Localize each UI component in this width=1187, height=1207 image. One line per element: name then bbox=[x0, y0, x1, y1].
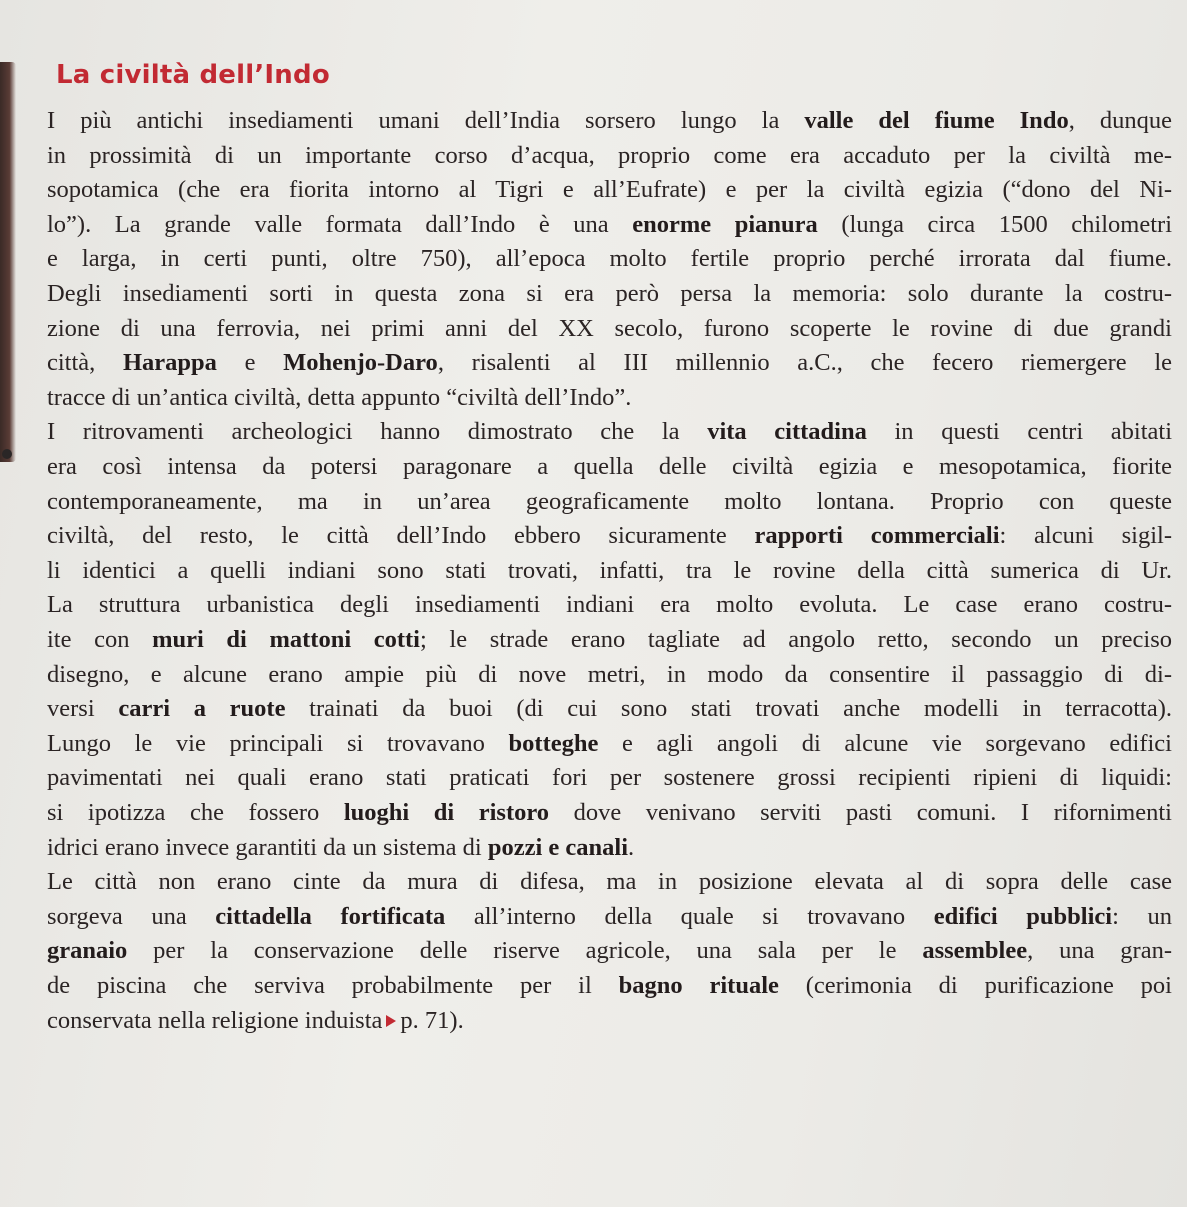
text-line bbox=[47, 415, 1172, 449]
text-run: zione di una ferrovia, nei primi anni del XX secolo, furono scoperte le rovine di due grandi bbox=[47, 314, 1172, 342]
text-run: sopotamica (che era fiorita intorno al Tigri e all’Eufrate) e per la civiltà egizia (“dono del Ni- bbox=[47, 176, 1172, 204]
bold-keyword: botteghe bbox=[508, 729, 599, 757]
text-line bbox=[47, 485, 1172, 519]
text-run: de piscina che serviva probabilmente per il bbox=[47, 972, 619, 999]
book-spine-shadow bbox=[0, 62, 16, 462]
text-run: (cerimonia di purificazione poi bbox=[778, 972, 1172, 999]
text-run: e bbox=[216, 349, 284, 377]
text-line bbox=[47, 658, 1172, 692]
text-run: I ritrovamenti archeologici hanno dimostrato che la bbox=[47, 418, 708, 446]
text-line bbox=[47, 104, 1172, 138]
text-run: dove venivano serviti pasti comuni. I rifornimenti bbox=[549, 799, 1172, 826]
bold-keyword: Harappa bbox=[122, 349, 217, 377]
text-run: ; le strade erano tagliate ad angolo retto, secondo un preciso bbox=[420, 626, 1172, 653]
text-run: p. 71). bbox=[400, 1006, 464, 1034]
text-line bbox=[47, 450, 1172, 484]
text-run: (lunga circa 1500 chilometri bbox=[817, 210, 1173, 238]
bold-keyword: enorme pianura bbox=[632, 210, 818, 238]
text-run: trainati da buoi (di cui sono stati trovati anche modelli in terracotta). bbox=[285, 695, 1172, 723]
text-run: disegno, e alcune erano ampie più di nove metri, in modo da consentire il passaggio di di- bbox=[47, 660, 1172, 688]
text-line bbox=[47, 623, 1172, 657]
text-run: : un bbox=[1112, 902, 1172, 930]
text-run: sorgeva una bbox=[47, 902, 216, 930]
text-run: I più antichi insediamenti umani dell’India sorsero lungo la bbox=[47, 107, 805, 134]
text-run: Lungo le vie principali si trovavano bbox=[47, 729, 509, 757]
bold-keyword: Mohenjo-Daro bbox=[283, 349, 438, 377]
text-line bbox=[47, 139, 1172, 173]
text-run: all’interno della quale si trovavano bbox=[445, 902, 934, 930]
text-run: città, bbox=[47, 349, 123, 377]
text-run: , risalenti al III millennio a.C., che fecero riemergere le bbox=[437, 349, 1173, 377]
text-run: e agli angoli di alcune vie sorgevano edifici bbox=[598, 729, 1172, 757]
bold-keyword: valle del fiume Indo bbox=[804, 107, 1069, 134]
text-line bbox=[47, 312, 1172, 346]
text-run: pavimentati nei quali erano stati praticati fori per sostenere grossi recipienti ripieni di liquidi: bbox=[47, 764, 1172, 792]
text-run: in prossimità di un importante corso d’acqua, proprio come era accaduto per la civiltà me- bbox=[47, 141, 1172, 169]
text-run: idrici erano invece garantiti da un sistema di bbox=[47, 833, 488, 861]
text-line bbox=[47, 173, 1172, 207]
bold-keyword: cittadella fortificata bbox=[215, 902, 446, 930]
text-line bbox=[47, 969, 1172, 1003]
text-run: lo”). La grande valle formata dall’Indo è una bbox=[47, 210, 633, 238]
bold-keyword: bagno rituale bbox=[618, 972, 779, 999]
text-line bbox=[47, 588, 1172, 622]
text-run: conservata nella religione induista bbox=[47, 1006, 383, 1034]
bold-keyword: granaio bbox=[47, 937, 128, 965]
bold-keyword: pozzi e canali bbox=[487, 833, 629, 861]
text-line bbox=[47, 692, 1172, 726]
bold-keyword: edifici pubblici bbox=[933, 902, 1113, 930]
paragraph-bullet-icon bbox=[2, 449, 12, 459]
text-run: La struttura urbanistica degli insediamenti indiani era molto evoluta. Le case erano costru- bbox=[47, 591, 1172, 619]
text-run: . bbox=[628, 833, 635, 861]
text-line bbox=[47, 900, 1172, 934]
text-line bbox=[47, 1004, 1172, 1038]
text-line bbox=[47, 242, 1172, 276]
text-line bbox=[47, 934, 1172, 968]
section-title: La civiltà dell’Indo bbox=[56, 60, 330, 90]
text-run: e larga, in certi punti, oltre 750), all’epoca molto fertile proprio perché irrorata dal fiume. bbox=[47, 245, 1172, 273]
text-line bbox=[47, 831, 1172, 865]
bold-keyword: assemblee bbox=[922, 937, 1028, 965]
bold-keyword: rapporti commerciali bbox=[754, 522, 1000, 550]
text-run: era così intensa da potersi paragonare a quella delle civiltà egizia e mesopotamica, fiorite bbox=[47, 453, 1172, 480]
text-line bbox=[47, 519, 1172, 553]
text-line bbox=[47, 208, 1172, 242]
text-run: civiltà, del resto, le città dell’Indo ebbero sicuramente bbox=[47, 522, 755, 550]
text-line bbox=[47, 381, 1172, 415]
text-run: per la conservazione delle riserve agricole, una sala per le bbox=[127, 937, 923, 965]
bold-keyword: carri a ruote bbox=[118, 695, 286, 723]
text-line bbox=[47, 865, 1172, 899]
text-line bbox=[47, 554, 1172, 588]
bold-keyword: muri di mattoni cotti bbox=[152, 626, 420, 653]
red-triangle-pointer-icon bbox=[386, 1015, 396, 1027]
text-run: , una gran- bbox=[1027, 937, 1172, 965]
text-run: , dunque bbox=[1068, 107, 1172, 134]
bold-keyword: luoghi di ristoro bbox=[343, 799, 550, 826]
text-line bbox=[47, 796, 1172, 830]
text-run: : alcuni sigil- bbox=[999, 522, 1172, 550]
text-run: ite con bbox=[47, 626, 153, 653]
text-run: tracce di un’antica civiltà, detta appunto “civiltà dell’Indo”. bbox=[47, 383, 632, 411]
text-run: Le città non erano cinte da mura di difesa, ma in posizione elevata al di sopra delle case bbox=[47, 868, 1172, 896]
text-line bbox=[47, 346, 1172, 380]
text-run: in questi centri abitati bbox=[866, 418, 1173, 446]
text-run: contemporaneamente, ma in un’area geograficamente molto lontana. Proprio con queste bbox=[47, 487, 1172, 515]
text-line bbox=[47, 277, 1172, 311]
text-run: versi bbox=[47, 695, 119, 723]
text-run: li identici a quelli indiani sono stati trovati, infatti, tra le rovine della città sumerica di Ur. bbox=[47, 556, 1172, 584]
text-line bbox=[47, 727, 1172, 761]
bold-keyword: vita cittadina bbox=[707, 418, 867, 446]
text-line bbox=[47, 761, 1172, 795]
text-run: si ipotizza che fossero bbox=[47, 799, 344, 826]
text-run: Degli insediamenti sorti in questa zona si era però persa la memoria: solo durante la costru- bbox=[47, 280, 1172, 307]
